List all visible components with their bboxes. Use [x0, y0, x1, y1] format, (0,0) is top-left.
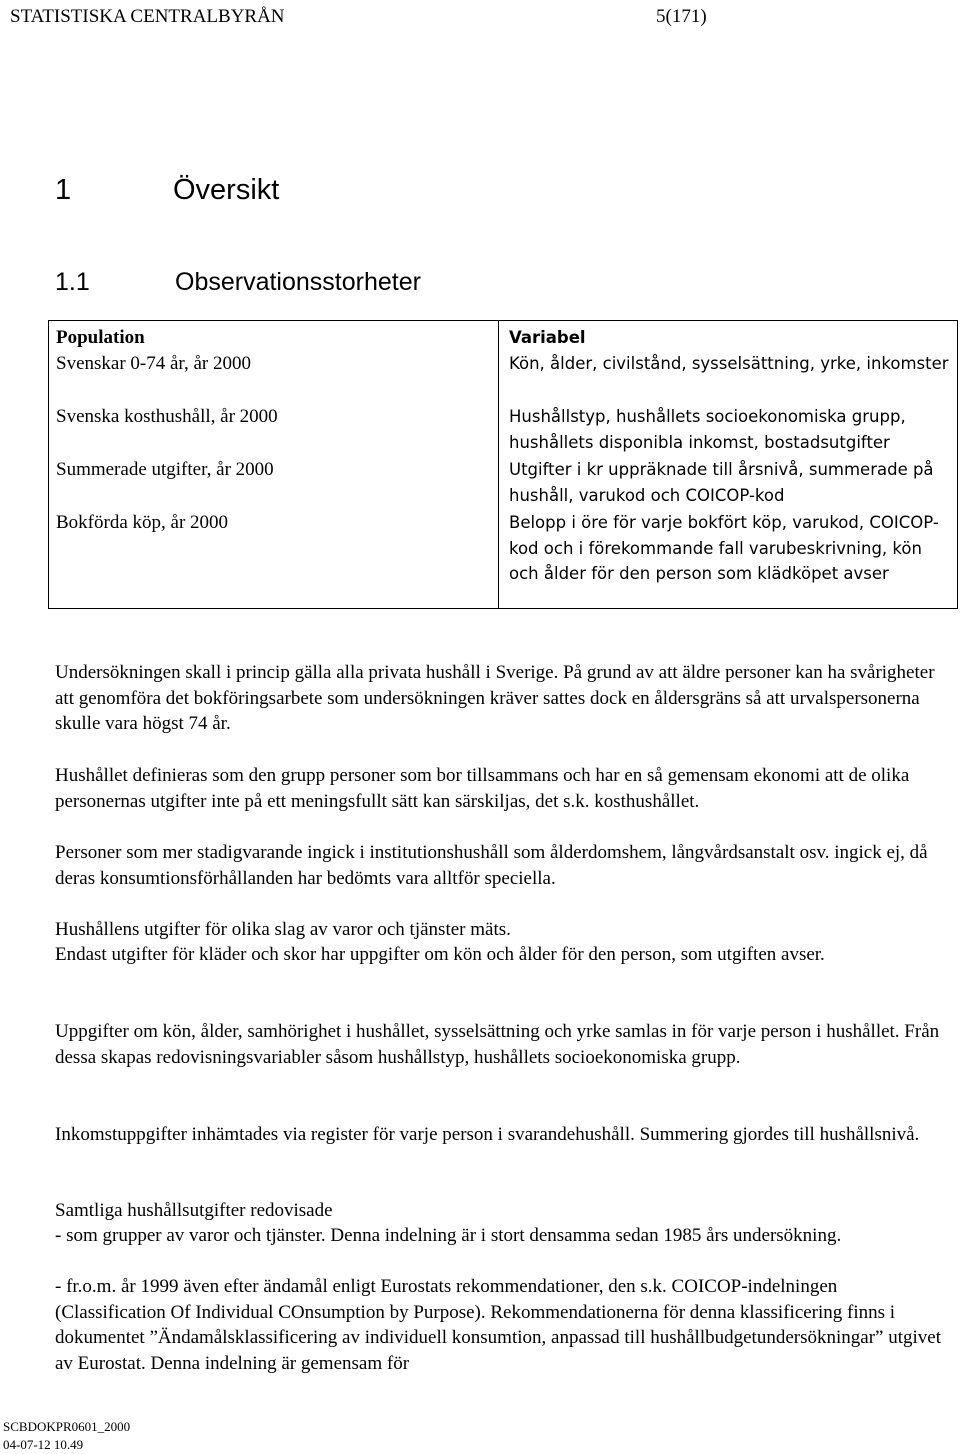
paragraph: Samtliga hushållsutgifter redovisade: [55, 1200, 333, 1221]
table-cell-population: Svenskar 0-74 år, år 2000: [56, 353, 251, 374]
paragraph: Undersökningen skall i princip gälla alla privata hushåll i Sverige. På grund av att äldre personer kan ha svårigheter att genomföra det bokföringsarbete som undersökningen kräver sattes dock en åldersgräns så att urvalspersonerna skulle vara högst 74 år.: [55, 662, 935, 735]
paragraph: Uppgifter om kön, ålder, samhörighet i hushållet, sysselsättning och yrke samlas in för varje person i hushållet. Från dessa skapas redovisningsvariabler såsom hushållstyp, hushållets socioekonomiska grupp.: [55, 1021, 940, 1068]
page-header: [10, 6, 707, 28]
population-header: Population: [56, 327, 145, 348]
subsection-heading: [55, 268, 421, 297]
paragraph: Hushållens utgifter för olika slag av varor och tjänster mäts.: [55, 919, 511, 940]
variable-header: Variabel: [509, 328, 586, 347]
observation-table: [48, 320, 958, 609]
subsection-number: 1.1: [55, 268, 90, 296]
table-cell-variable: Kön, ålder, civilstånd, sysselsättning, yrke, inkomster: [509, 354, 949, 373]
paragraph: Inkomstuppgifter inhämtades via register för varje person i svarandehushåll. Summering gjordes till hushållsnivå.: [55, 1124, 920, 1145]
table-cell-population: Svenska kosthushåll, år 2000: [56, 406, 278, 427]
list-item: - som grupper av varor och tjänster. Denna indelning är i stort densamma sedan 1985 års undersökning.: [55, 1225, 842, 1246]
table-cell-population: Bokförda köp, år 2000: [56, 512, 229, 533]
document-id: SCBDOKPR0601_2000: [3, 1419, 131, 1434]
table-cell-variable: Hushållstyp, hushållets socioekonomiska grupp, hushållets disponibla inkomst, bostadsutgifter: [509, 407, 906, 452]
org-name: STATISTISKA CENTRALBYRÅN: [10, 6, 285, 27]
table-cell-population: Summerade utgifter, år 2000: [56, 459, 274, 480]
list-item: - fr.o.m. år 1999 även efter ändamål enligt Eurostats rekommendationer, den s.k. COICOP-indelningen (Classification Of Individual COnsumption by Purpose). Rekommendationerna för denna klassificering finns i dokumentet ”Ändamålsklassificering av individuell konsumtion, anpassad till hushållbudgetundersökningar” utgivet av Eurostat. Denna indelning är gemensam för: [55, 1276, 941, 1375]
document-date: 04-07-12 10.49: [3, 1437, 84, 1452]
section-number: 1: [55, 174, 72, 206]
table-cell-variable: Utgifter i kr uppräknade till årsnivå, summerade på hushåll, varukod och COICOP-kod: [509, 460, 934, 505]
table-divider: [498, 321, 499, 608]
subsection-title: Observationsstorheter: [175, 268, 421, 296]
paragraph: Hushållet definieras som den grupp personer som bor tillsammans och har en så gemensam ekonomi att de olika personernas utgifter inte på ett meningsfullt sätt kan särskiljas, det s.k. kosthushållet.: [55, 765, 910, 812]
paragraph: Endast utgifter för kläder och skor har uppgifter om kön och ålder för den person, som utgiften avser.: [55, 944, 825, 965]
section-heading: [55, 174, 279, 207]
page-number: 5(171): [656, 6, 707, 27]
page-footer: [3, 1418, 130, 1454]
paragraph: Personer som mer stadigvarande ingick i institutionshushåll som ålderdomshem, långvårdsanstalt osv. ingick ej, då deras konsumtionsförhållanden har bedömts vara alltför speciella.: [55, 842, 928, 889]
section-title: Översikt: [173, 174, 280, 206]
table-cell-variable: Belopp i öre för varje bokfört köp, varukod, COICOP-kod och i förekommande fall varubeskrivning, kön och ålder för den person som klädköpet avser: [509, 513, 939, 583]
